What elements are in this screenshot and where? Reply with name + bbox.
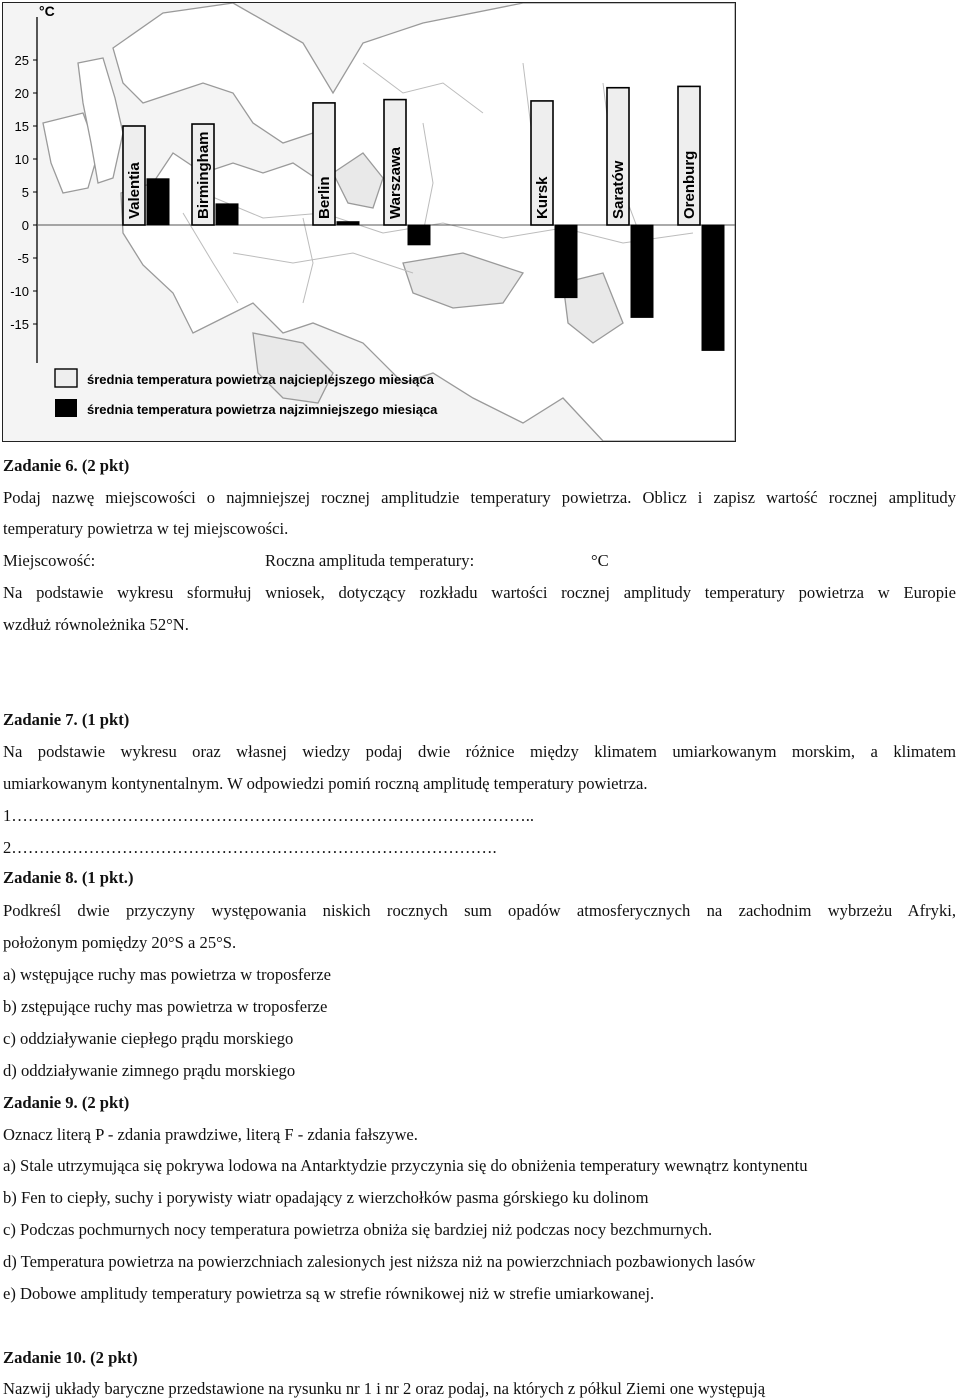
y-tick-label: 20 bbox=[14, 86, 29, 101]
task-7-answer-2: 2……………………………………………………………………………. bbox=[3, 838, 497, 857]
category-label: Berlin bbox=[316, 176, 333, 219]
y-tick-label: -10 bbox=[10, 284, 29, 299]
bar-coldest-saratów bbox=[631, 225, 653, 317]
task-8-option-a: a) wstępujące ruchy mas powietrza w troposferze bbox=[3, 965, 332, 984]
category-label: Saratów bbox=[610, 160, 627, 219]
degree-unit: °C bbox=[591, 551, 609, 570]
task-6-text-line-4: Na podstawie wykresu sformułuj wniosek, dotyczący rozkładu wartości rocznej amplitudy temperatury powietrza w Europie bbox=[3, 583, 956, 602]
task-9-statement-d: d) Temperatura powietrza na powierzchniach zalesionych jest niższa niż na powierzchniach pozbawionych lasów bbox=[3, 1252, 756, 1271]
task-10-text-line-1: Nazwij układy baryczne przedstawione na rysunku nr 1 i nr 2 oraz podaj, na których z półkul Ziemi one występują bbox=[3, 1379, 766, 1398]
task-7-heading: Zadanie 7. (1 pkt) bbox=[3, 710, 130, 729]
task-8-heading: Zadanie 8. (1 pkt.) bbox=[3, 868, 134, 887]
bar-coldest-kursk bbox=[555, 225, 577, 298]
category-label: Valentia bbox=[126, 162, 143, 219]
task-6-answer-row bbox=[3, 551, 95, 571]
temperature-bar-chart-figure bbox=[2, 2, 736, 442]
category-label: Orenburg bbox=[681, 150, 698, 219]
bar-coldest-warszawa bbox=[408, 225, 430, 245]
y-tick-label: 15 bbox=[14, 119, 29, 134]
y-tick-label: 10 bbox=[14, 152, 29, 167]
y-tick-label: 5 bbox=[21, 185, 29, 200]
task-9-statement-e: e) Dobowe amplitudy temperatury powietrza są w strefie równikowej niż w strefie umiarkowanej. bbox=[3, 1284, 655, 1303]
task-6-text-line-5: wzdłuż równoleżnika 52°N. bbox=[3, 615, 189, 634]
legend-label-coldest: średnia temperatura powietrza najzimniejszego miesiąca bbox=[87, 402, 438, 417]
legend-swatch-warmest bbox=[55, 369, 77, 387]
task-8-option-c: c) oddziaływanie ciepłego prądu morskiego bbox=[3, 1029, 294, 1048]
task-8-text-line-2: położonym pomiędzy 20°S a 25°S. bbox=[3, 933, 237, 952]
y-axis-unit: °C bbox=[39, 3, 55, 19]
amplitude-label: Roczna amplituda temperatury: bbox=[265, 551, 475, 570]
category-label: Kursk bbox=[534, 176, 551, 219]
bar-coldest-valentia bbox=[147, 179, 169, 225]
task-9-statement-a: a) Stale utrzymująca się pokrywa lodowa na Antarktydzie przyczynia się do obniżenia temperatury wewnątrz kontynentu bbox=[3, 1156, 808, 1175]
task-6-text-line-2: temperatury powietrza w tej miejscowości. bbox=[3, 519, 289, 538]
bar-coldest-birmingham bbox=[216, 204, 238, 225]
category-label: Warszawa bbox=[387, 147, 404, 219]
task-9-statement-c: c) Podczas pochmurnych nocy temperatura powietrza obniża się bardziej niż podczas nocy bezchmurnych. bbox=[3, 1220, 713, 1239]
task-7-text-line-2: umiarkowanym kontynentalnym. W odpowiedzi pomiń roczną amplitudę temperatury powietrza. bbox=[3, 774, 648, 793]
bar-coldest-orenburg bbox=[702, 225, 724, 350]
task-6-heading: Zadanie 6. (2 pkt) bbox=[3, 456, 130, 475]
y-tick-label: -15 bbox=[10, 317, 29, 332]
task-8-option-d: d) oddziaływanie zimnego prądu morskiego bbox=[3, 1061, 296, 1080]
y-tick-label: 0 bbox=[21, 218, 29, 233]
task-7-text-line-1: Na podstawie wykresu oraz własnej wiedzy podaj dwie różnice między klimatem umiarkowanym morskim, a klimatem bbox=[3, 742, 956, 761]
task-6-text-line-1: Podaj nazwę miejscowości o najmniejszej rocznej amplitudzie temperatury powietrza. Oblicz i zapisz wartość rocznej amplitudy bbox=[3, 488, 956, 507]
task-7-answer-1: 1………………………………………………………………………………….. bbox=[3, 806, 534, 825]
legend-label-warmest: średnia temperatura powietrza najcieplejszego miesiąca bbox=[87, 372, 434, 387]
y-tick-label: 25 bbox=[14, 53, 29, 68]
task-9-heading: Zadanie 9. (2 pkt) bbox=[3, 1093, 130, 1112]
task-8-text-line-1: Podkreśl dwie przyczyny występowania niskich rocznych sum opadów atmosferycznych na zachodnim wybrzeżu Afryki, bbox=[3, 901, 956, 920]
category-label: Birmingham bbox=[195, 131, 212, 219]
task-8-option-b: b) zstępujące ruchy mas powietrza w troposferze bbox=[3, 997, 328, 1016]
legend-swatch-coldest bbox=[55, 399, 77, 417]
place-label: Miejscowość: bbox=[3, 551, 96, 570]
bar-coldest-berlin bbox=[337, 222, 359, 225]
y-tick-label: -5 bbox=[17, 251, 29, 266]
task-9-instruction: Oznacz literą P - zdania prawdziwe, literą F - zdania fałszywe. bbox=[3, 1125, 418, 1144]
task-10-heading: Zadanie 10. (2 pkt) bbox=[3, 1348, 138, 1367]
legend bbox=[55, 369, 438, 417]
task-9-statement-b: b) Fen to ciepły, suchy i porywisty wiatr opadający z wierzchołków pasma górskiego ku dolinom bbox=[3, 1188, 649, 1207]
chart-svg bbox=[3, 3, 735, 441]
